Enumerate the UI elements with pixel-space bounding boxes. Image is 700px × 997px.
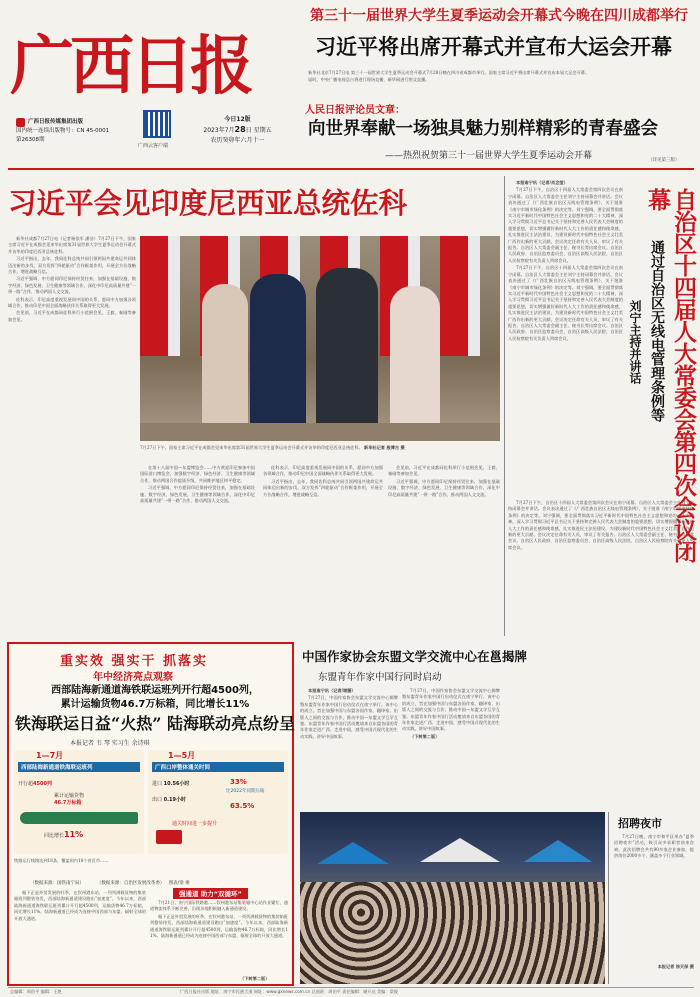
economy-more: （下转第二版） xyxy=(240,976,270,981)
economy-body-col1: 眼下正是外贸发展的旺季，在钦州港东站，一列列满载货物的集装箱班列整装待发，西部陆海新通道建设跑出“加速度”。今年以来，西部陆海新通道海铁联运班列累计开行超4500列，运输货物46.7万标箱，同比增长11%。陆海新通道已经成为连接中国西部与东盟、辐射全球的开放大通道。 xyxy=(14,890,146,921)
tent-center xyxy=(410,838,510,862)
lit-sub: 东盟青年作家中国行同时启动 xyxy=(318,672,442,683)
leader-figure-2 xyxy=(250,274,306,441)
lit-headline: 中国作家协会东盟文学交流中心在邕揭牌 xyxy=(302,649,528,664)
leader-figure-3 xyxy=(316,268,378,441)
col-divider xyxy=(504,176,505,636)
commentary-label: 人民日报评论员文章： xyxy=(305,105,405,116)
tent-left xyxy=(308,842,398,864)
infographic-sources: （数据来源：国铁南宁局） （数据来源：自治区发展改革委） 图表/梁 俊 xyxy=(30,881,190,886)
leader-figure-4 xyxy=(390,286,440,441)
logo-text: 广西日报 xyxy=(10,29,250,104)
qr-label: 广西云客户端 xyxy=(138,143,169,149)
masthead-logo xyxy=(10,22,280,112)
lead-photo xyxy=(140,236,500,441)
commentary-sub: ——热烈祝贺第三十一届世界大学生夏季运动会开幕 xyxy=(385,151,593,161)
lead-body-col1: 新华社成都7月27日电（记者杨依军 潘洁）7月27日下午，国家主席习近平在成都会见来华出席第31届世界大学生夏季运动会开幕式并访华的印度尼西亚总统佐科。 习近平指出，去年，我同佐科总统共同引领两国共建命运共同体迈出新的步伐，双方发挥“四轮驱动”合作框架作用，开展全方位战略合作，增进战略互信。 习近平强调，中方愿同印尼保持经贸往来，加强在基础设施、数字经济、绿色发展、卫生健康等领域合作，深化中印尼高质量共建“一带一路”合作，推动两国人文交流。 佐科表示，印尼高度重视发展同中国的关系，愿同中方加强各领域合作，推动印尼中国全面战略伙伴关系取得更大发展。 会见前，习近平在成都同佐科举行小范围会见。王毅、秦刚等参加会见。 xyxy=(8,236,136,322)
train-icon xyxy=(20,812,138,824)
masthead-meta: 广西日报传媒集团出版 国内统一连续出版物号：CN 45-0001 第26308期 xyxy=(16,119,110,143)
leader-figure-1 xyxy=(202,284,248,434)
lead-body-col4: 会见前，习近平在成都同佐科举行小范围会见。王毅、秦刚等参加会见。 习近平强调，中方愿同印尼保持经贸往来，加强在基础设施、数字经济、绿色发展、卫生健康等领域合作，深化中印尼高质量共建“一带一路”合作，推动两国人文交流。 xyxy=(388,465,500,497)
footer-mid: 广西日报社出版 地址：南宁市民族大道 网址：www.gxnews.com.cn 总值班：周伯平 责任编辑：谢开达 美编：梁俊 xyxy=(180,989,398,994)
economy-subhead: 强通道 助力“双循环” xyxy=(173,888,248,899)
lead-caption: 7月27日下午，国家主席习近平在成都会见来华出席第31届世界大学生夏季运动会开幕式并访华的印度尼西亚总统佐科。 新华社记者 殷博古 摄 xyxy=(140,445,405,450)
see-page-note: （详见第三版） xyxy=(648,158,680,163)
lit-body-2: 7月27日，中国作家协会东盟文学交流中心揭牌暨东盟青年作家中国行启动仪式在南宁举行。该中心的成立，旨在加强中国与东盟各国作家、翻译家、出版人之间的交流与合作，推动中国—东盟文学互学互鉴。东盟青年作家中国行活动邀请来自东盟各国的青年作家走进广西、走进中国，感受中国式现代化的生动实践，讲好中国故事。 （下转第二版） xyxy=(402,688,500,739)
job-fair-photo xyxy=(300,812,605,984)
lead-body-col2: 在第十八届中国—东盟博览会……中方欢迎印尼参加中国国际进口博览会，加强数字经济、绿色经济、卫生健康等领域合作，推动两国合作提质升级，共同维护地区和平稳定。 习近平强调，中方愿同印尼保持经贸往来，加强在基础设施、数字经济、绿色发展、卫生健康等领域合作，深化中印尼高质量共建“一带一路”合作，推动两国人文交流。 xyxy=(140,465,255,504)
date-block: 今日12版 2023年7月28日 星期五 农历癸卯年六月十一 xyxy=(203,116,272,144)
masthead-rule xyxy=(8,168,694,170)
truck-icon xyxy=(156,830,182,844)
top-kicker: 第三十一届世界大学生夏季运动会开幕式今晚在四川成都举行 xyxy=(310,8,688,24)
side-title-main: 自治区十四届人大常委会第四次会议闭幕 xyxy=(644,188,696,562)
commentary-title: 向世界奉献一场独具魅力别样精彩的青春盛会 xyxy=(308,119,658,139)
infographic-panel-2: 1—5月 广西口岸整体通关时间 进口 10.56小时 出口 0.19小时 比2022年同期压缩 33% 63.5% 通关时间进一步提升 xyxy=(148,750,288,854)
infographic-panel-1: 1—7月 西部陆海新通道铁海联运班列 开行超4500列 累计运输货物 46.7万标箱 同比增长11% xyxy=(14,750,144,854)
tent-right xyxy=(515,840,601,862)
lit-body-1: 本报南宁讯（记者/谢藤） 7月27日，中国作家协会东盟文学交流中心揭牌暨东盟青年作家中国行启动仪式在南宁举行。该中心的成立，旨在加强中国与东盟各国作家、翻译家、出版人之间的交流与合作，推动中国—东盟文学互学互鉴。东盟青年作家中国行活动邀请来自东盟各国的青年作家走进广西、走进中国，感受中国式现代化的生动实践，讲好中国故事。 xyxy=(300,688,398,739)
economy-deck: 西部陆海新通道海铁联运班列开行超4500列， 累计运输货物46.7万标箱，同比增长11% xyxy=(51,685,259,710)
qr-code-icon xyxy=(143,110,171,138)
logo-mark-icon xyxy=(16,118,25,127)
crowd xyxy=(300,882,605,984)
job-fair-credit: 本报记者 徐天保 摄 xyxy=(657,964,694,969)
side-title-sub2: 刘宁主持并讲话 xyxy=(628,300,642,384)
right-body-2: 7月27日下午，自治区十四届人大常委会第四次会议在南宁闭幕。自治区人大常委会主任刘宁主持闭幕会并讲话。会议表决通过了《广西壮族自治区无线电管理条例》、关于批准《南宁市城市绿化条例》的决定等。刘宁强调，要全面贯彻落实习近平新时代中国特色社会主义思想和党的二十大精神，深入学习贯彻习近平总书记关于坚持和完善人民代表大会制度的重要思想，切实增强做好新时代人大工作的责任感和使命感，扎实推进民主法治建设，为建设新时代中国特色社会主义壮美广西作出新的更大贡献。会议决定任命有关人员，审议了有关报告。自治区人大常委会副主任、秘书长等出席会议。自治区人民政府、自治区监察委员会、自治区高级人民法院、自治区人民检察院有关负责人列席会议。 xyxy=(508,500,694,550)
lead-headline: 习近平会见印度尼西亚总统佐科 xyxy=(8,187,408,220)
economy-series: 年中经济亮点观察 xyxy=(93,672,173,683)
side-title-sub: 通过自治区无线电管理条例等 xyxy=(649,240,665,422)
top-lead: 新华社北京7月27日电 第三十一届世界大学生夏季运动会开幕式7月28日晚在四川省成都市举行。国家主席习近平将出席开幕式并宣布本届大运会开幕。 届时，中央广播电视总台将进行现场直播，新华网进行图文直播。 xyxy=(308,70,590,83)
col-divider-2 xyxy=(608,812,609,984)
top-headline: 习近平将出席开幕式并宣布大运会开幕 xyxy=(315,35,672,59)
economy-body-col2: 7月21日，南宁国际铁路港……钦州港东站集装箱中心站作业繁忙，通道物流体系不断完善，沿线各地积极融入新通道建设。 眼下正是外贸发展的旺季，在钦州港东站，一列列满载货物的集装箱班列整装待发，西部陆海新通道建设跑出“加速度”。今年以来，西部陆海新通道海铁联运班列累计开行超4500列，运输货物46.7万标箱，同比增长11%。陆海新通道已经成为连接中国西部与东盟、辐射全球的开放大通道。 xyxy=(150,900,288,939)
economy-headline: 铁海联运日益“火热” 陆海联动亮点纷呈 xyxy=(15,714,295,733)
job-fair-title: 招聘夜市 xyxy=(618,817,662,830)
job-fair-caption: 7月27日晚，南宁市和平区举办“夏季招聘夜市”活动，吸引众多求职者前来咨询。此次招聘会共有90多家企业参加，提供岗位2000多个，涵盖多个行业领域。 xyxy=(614,834,694,859)
footer-left: 总编辑：周伯平 编辑：王艳 xyxy=(10,989,62,994)
infographic-stat: 铁路运行线路达到18条，覆盖国内18个省区市…… xyxy=(14,858,109,863)
economy-bylines: 本报记者 韦 琴 实习生 余诗琪 xyxy=(70,740,150,747)
right-body: 本报南宁讯（记者/肖念莹） 7月27日下午，自治区十四届人大常委会第四次会议在南宁闭幕。自治区人大常委会主任刘宁主持闭幕会并讲话。会议表决通过了《广西壮族自治区无线电管理条例》、关于批准《南宁市城市绿化条例》的决定等。刘宁强调，要全面贯彻落实习近平新时代中国特色社会主义思想和党的二十大精神，深入学习贯彻习近平总书记关于坚持和完善人民代表大会制度的重要思想，切实增强做好新时代人大工作的责任感和使命感，扎实推进民主法治建设，为建设新时代中国特色社会主义壮美广西作出新的更大贡献。会议决定任命有关人员，审议了有关报告。自治区人大常委会副主任、秘书长等出席会议。自治区人民政府、自治区监察委员会、自治区高级人民法院、自治区人民检察院有关负责人列席会议。 7月27日下午，自治区十四届人大常委会第四次会议在南宁闭幕。自治区人大常委会主任刘宁主持闭幕会并讲话。会议表决通过了《广西壮族自治区无线电管理条例》、关于批准《南宁市城市绿化条例》的决定等。刘宁强调，要全面贯彻落实习近平新时代中国特色社会主义思想和党的二十大精神，深入学习贯彻习近平总书记关于坚持和完善人民代表大会制度的重要思想，切实增强做好新时代人大工作的责任感和使命感，扎实推进民主法治建设，为建设新时代中国特色社会主义壮美广西作出新的更大贡献。会议决定任命有关人员，审议了有关报告。自治区人大常委会副主任、秘书长等出席会议。自治区人民政府、自治区监察委员会、自治区高级人民法院、自治区人民检察院有关负责人列席会议。 xyxy=(508,180,623,341)
lead-body-col3: 佐科表示，印尼高度重视发展同中国的关系，愿同中方加强各领域合作，推动印尼中国全面战略伙伴关系取得更大发展。 习近平指出，去年，我同佐科总统共同引领两国共建命运共同体迈出新的步伐，双方发挥“四轮驱动”合作框架作用，开展全方位战略合作，增进战略互信。 xyxy=(263,465,383,497)
economy-banner: 重实效 强实干 抓落实 xyxy=(60,654,209,669)
photo-floor xyxy=(140,423,500,441)
footer-rule xyxy=(8,987,694,988)
